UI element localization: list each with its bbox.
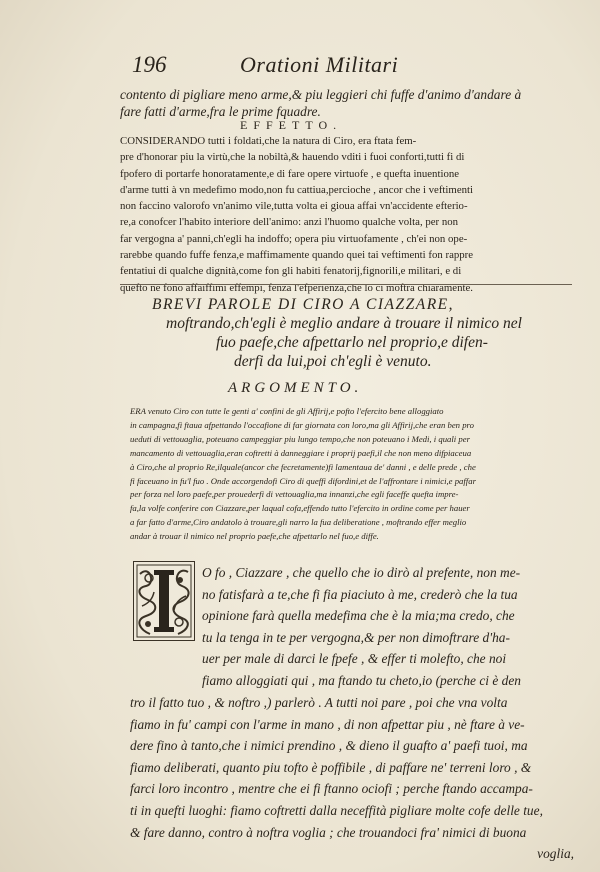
text-line: fpofero di portarfe honoratamente,e di fare opere virtuofe , e quefta inuentione	[120, 167, 460, 180]
decorated-initial	[133, 561, 195, 641]
oration-title	[152, 295, 572, 371]
text-line: fiamo alloggiati qui , ma ftando tu cheto,io (perche ci è den	[202, 672, 521, 688]
running-title: Orationi Militari	[240, 52, 399, 77]
page-number: 196	[132, 52, 167, 77]
catchword: voglia,	[537, 846, 574, 862]
title-line: derfi da lui,poi ch'egli è venuto.	[234, 353, 432, 370]
text-line: O fo , Ciazzare , che quello che io dirò al prefente, non me-	[202, 565, 521, 580]
text-line: andar à trouar il nimico nel proprio paefe,che afpettarlo nel fuo,e diffe.	[130, 531, 379, 542]
text-line: far vergogna a' panni,ch'egli ha indoffo; opera piu virtuofamente , ch'ei non ope-	[120, 232, 468, 245]
text-line: ueduti di vettouaglia, poteuano campeggiar piu lungo tempo,che non poteuano i Medi, i quali per	[130, 433, 470, 444]
text-line: in campagna,fi ftaua afpettando l'occafione di far giornata con loro,ma gli Affirij,che eran ben pro	[130, 419, 474, 430]
text-line: d'arme tutti à vn medefimo modo,non fu cattiua,percioche , ancor che i veftimenti	[120, 183, 474, 196]
intro-text	[120, 86, 580, 120]
text-line: uer per male di darci le fpefe , & effer ti molefto, che noi	[202, 651, 507, 667]
text-line: CONSIDERANDO tutti i foldati,che la natura di Ciro, era ftata fem-	[120, 135, 417, 147]
text-line: ERA venuto Ciro con tutte le genti a' confini de gli Affirij,e pofto l'efercito bene alloggiato	[130, 406, 444, 416]
argomento-paragraph	[130, 405, 576, 544]
text-line: mancamento di vettouaglia,eran coftretti à danneggiare i proprij paefi,il che non meno difpiaceua	[130, 447, 472, 458]
text-line: tro il fatto tuo , & noftro ,) parlerò . A tutti noi pare , poi che vna volta	[130, 695, 508, 710]
text-line: contento di pigliare meno arme,& piu leggieri chi fuffe d'animo d'andare à	[120, 87, 522, 102]
text-line: re,a conofcer l'habito interiore dell'animo: anzi l'huomo qualche volta, per non	[120, 216, 459, 229]
text-line: non faccino valorofo vn'animo vile,tutta volta ei gioua affai vn'accidente efterio-	[120, 200, 468, 213]
speech-opening	[202, 562, 578, 692]
effetto-heading: EFFETTO.	[240, 118, 343, 132]
text-line: & fare danno, contro à noftra voglia ; che trouandoci fra' nimici di buona	[130, 824, 527, 840]
text-line: pre d'honorar piu la virtù,che la nobiltà,& hauendo vditi i fuoi conforti,tutti fi di	[120, 151, 465, 164]
section-divider	[120, 284, 572, 285]
title-line: BREVI PAROLE DI CIRO A CIAZZARE,	[152, 296, 455, 313]
text-line: dere fino à tanto,che i nimici prendino , & dieno il guafto a' paefi tuoi, ma	[130, 738, 528, 754]
text-line: per forza nel loro paefe,per prouederfi di vettouaglia,ma innanzi,che egli faceffe quefta impre-	[130, 489, 459, 500]
text-line: fiamo deliberati, quanto piu tofto è poffibile , di paffare ne' terreni loro , &	[130, 759, 532, 775]
title-line: moftrando,ch'egli è meglio andare à trouare il nimico nel	[166, 315, 522, 332]
text-line: farci loro incontro , mentre che ei fi ftanno ociofi ; perche ftando accampa-	[130, 781, 533, 797]
text-line: fentatiui di qualche dignità,come fon gli habiti fenatorij,fignorili,e militari, e di	[120, 265, 462, 278]
text-line: quefto ne fono affaiffimi effempi, fenza l'efperienza,che lo ci moftra chiaramente.	[120, 281, 473, 294]
text-line: no fatisfarà a te,che fi fia piaciuto à me, crederò che la tua	[202, 586, 518, 602]
effetto-paragraph	[120, 133, 580, 296]
text-line: fare fatti d'arme,fra le prime fquadre.	[120, 104, 321, 119]
page-header	[132, 52, 572, 82]
text-line: ti in quefti luoghi: fiamo coftretti dalla neceffità pigliare molte cofe delle tue,	[130, 802, 543, 818]
text-line: fiamo in fu' campi con l'arme in mano , di non afpettar piu , nè ftare à ve-	[130, 716, 525, 732]
text-line: rarebbe quando fuffe fenza,e maffimamente quando quei tai veftimenti fon rappre	[120, 249, 474, 262]
speech-paragraph	[130, 692, 580, 865]
ornament-icon	[134, 562, 194, 640]
title-line: fuo paefe,che afpettarlo nel proprio,e difen-	[216, 334, 488, 351]
text-line: fa,la volfe conferire con Ciazzare,per laqual cofa,effendo tutto l'efercito in ordine come per hauer	[130, 503, 470, 514]
text-line: a far fatto d'arme,Ciro andatolo à trouare,gli narro la fua deliberatione , moftrando effer meglio	[130, 517, 467, 528]
text-line: à Ciro,che al proprio Re,ilquale(ancor che fecretamente)fi lamentaua de' danni , e delle prede , che	[130, 461, 476, 472]
text-line: opinione farà quella medefima che è la mia;ma credo, che	[202, 608, 515, 624]
text-line: tu la tenga in te per vergogna,& per non dimoftrare d'ha-	[202, 629, 510, 645]
text-line: fi faceuano in fu'l fuo . Onde accorgendofi Ciro di queffi difordini,et de l'affrontare i nimici,e paffar	[130, 475, 476, 486]
argomento-heading: ARGOMENTO.	[228, 380, 363, 396]
